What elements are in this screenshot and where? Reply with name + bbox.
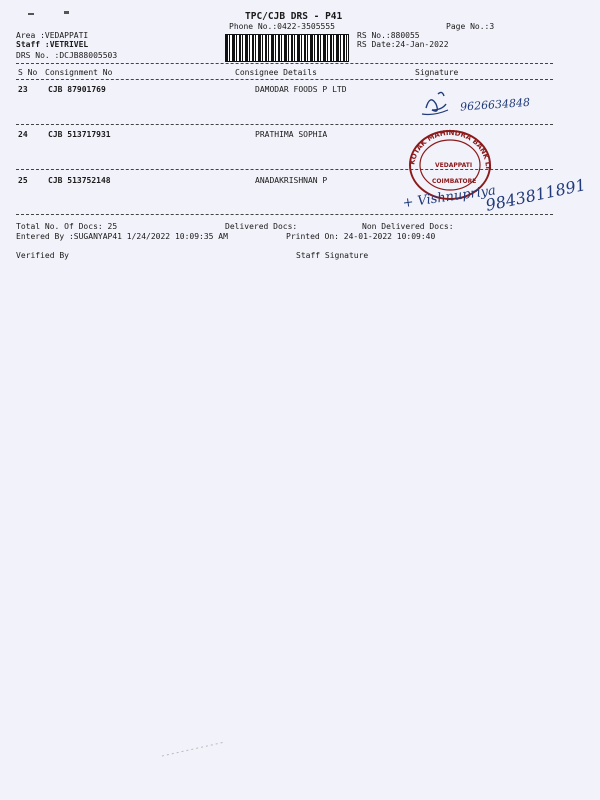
svg-text:KOTAK MAHINDRA BANK LTD: KOTAK MAHINDRA BANK LTD bbox=[397, 119, 493, 171]
scan-mark bbox=[160, 740, 230, 760]
divider bbox=[16, 214, 553, 215]
svg-text:VEDAPPATI: VEDAPPATI bbox=[435, 162, 473, 169]
barcode-image bbox=[225, 34, 349, 62]
row-serial-number: 23 bbox=[18, 85, 28, 94]
staff-label: Staff :VETRIVEL bbox=[16, 40, 89, 49]
svg-text:COIMBATORE: COIMBATORE bbox=[432, 178, 477, 185]
row-consignee-name: DAMODAR FOODS P LTD bbox=[255, 85, 347, 94]
divider bbox=[16, 63, 553, 64]
phone-number: Phone No.:0422-3505555 bbox=[229, 22, 335, 31]
divider bbox=[16, 79, 553, 80]
row-serial-number: 25 bbox=[18, 176, 28, 185]
printed-on: Printed On: 24-01-2022 10:09:40 bbox=[286, 232, 436, 241]
document-title: TPC/CJB DRS - P41 bbox=[245, 11, 343, 22]
page-number: Page No.:3 bbox=[446, 22, 495, 31]
handwritten-phone-number bbox=[478, 166, 593, 215]
area-label: Area :VEDAPPATI bbox=[16, 31, 89, 40]
column-header-sno: S No bbox=[18, 68, 38, 77]
entered-by: Entered By :SUGANYAP41 1/24/2022 10:09:35 AM bbox=[16, 232, 228, 241]
row-consignment-number: CJB 513717931 bbox=[48, 130, 111, 139]
svg-text:9843811891: 9843811891 bbox=[483, 175, 588, 215]
svg-text:9626634848: 9626634848 bbox=[459, 95, 531, 114]
rs-date: RS Date:24-Jan-2022 bbox=[357, 40, 449, 49]
staff-signature-label: Staff Signature bbox=[296, 251, 369, 260]
column-header-consignee: Consignee Details bbox=[235, 68, 317, 77]
column-header-consignment: Consignment No bbox=[45, 68, 113, 77]
rs-number: RS No.:880055 bbox=[357, 31, 420, 40]
row-consignment-number: CJB 87901769 bbox=[48, 85, 106, 94]
row-consignee-name: ANADAKRISHNAN P bbox=[255, 176, 328, 185]
delivered-docs: Delivered Docs: bbox=[225, 222, 298, 231]
row-serial-number: 24 bbox=[18, 130, 28, 139]
handwritten-phone-number bbox=[458, 92, 568, 118]
svg-text:+ Vishnupriya: + Vishnupriya bbox=[401, 183, 497, 212]
scan-mark bbox=[28, 13, 34, 15]
row-consignment-number: CJB 513752148 bbox=[48, 176, 111, 185]
verified-by-label: Verified By bbox=[16, 251, 69, 260]
total-docs: Total No. Of Docs: 25 bbox=[16, 222, 118, 231]
scan-mark bbox=[64, 11, 69, 14]
row-consignee-name: PRATHIMA SOPHIA bbox=[255, 130, 328, 139]
non-delivered-docs: Non Delivered Docs: bbox=[362, 222, 454, 231]
drs-number: DRS No. :DCJB88005503 bbox=[16, 51, 118, 60]
column-header-signature: Signature bbox=[415, 68, 459, 77]
